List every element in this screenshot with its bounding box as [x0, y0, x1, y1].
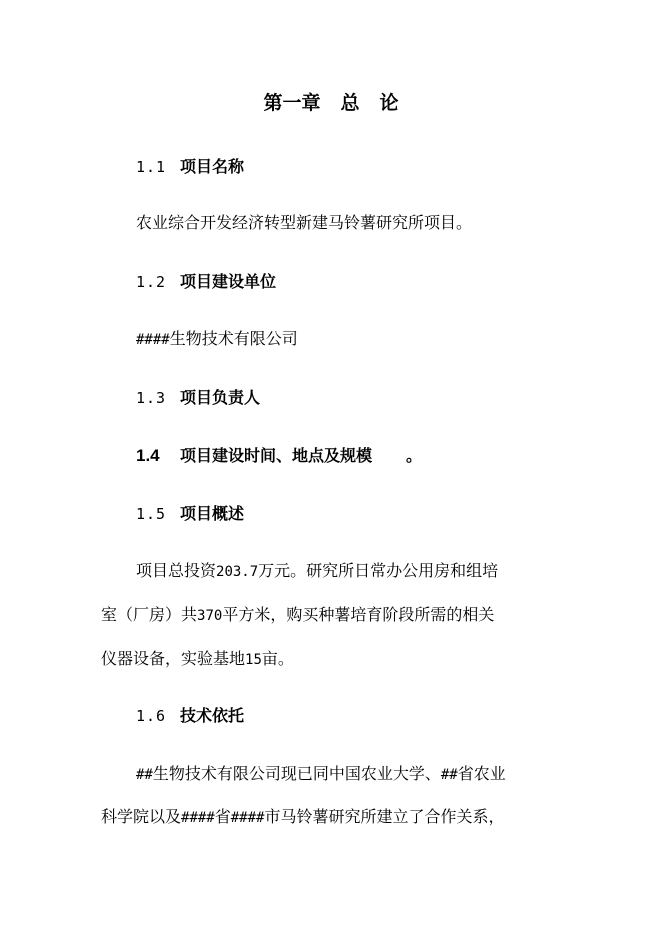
overview-text: 室（厂房）共	[101, 605, 198, 624]
overview-line-3	[101, 648, 294, 671]
tech-text: 市马铃薯研究所建立了合作关系，	[264, 807, 505, 826]
overview-base-value: 15	[245, 652, 262, 668]
section-label: 项目建设单位	[180, 272, 277, 291]
tech-line-2	[101, 806, 504, 829]
section-label: 项目概述	[180, 504, 245, 523]
section-number: 1.5	[136, 505, 167, 523]
builder-name: 生物技术有限公司	[169, 329, 298, 348]
section-heading-1-3	[136, 387, 260, 409]
section-label: 项目负责人	[180, 388, 261, 407]
tech-text: 省农业	[457, 764, 506, 783]
tech-placeholder: ####	[230, 810, 265, 826]
tech-placeholder: ##	[440, 767, 458, 783]
section-number: 1.2	[136, 273, 167, 291]
section-label: 项目名称	[180, 157, 245, 176]
tech-placeholder: ##	[136, 767, 153, 783]
section-label: 技术依托	[180, 706, 245, 725]
section-label: 项目建设时间、地点及规模	[180, 446, 373, 465]
builder-placeholder: ####	[136, 332, 170, 348]
section-number: 1.1	[136, 158, 167, 176]
overview-line-2	[101, 604, 494, 627]
overview-text: 万元。研究所日常办公用房和组培	[258, 561, 499, 580]
section-heading-1-6	[136, 705, 244, 727]
chapter-title-part-1: 第一章	[263, 92, 321, 114]
section-number: 1.3	[136, 389, 167, 407]
overview-area-value: 370	[197, 608, 223, 624]
section-number: 1.6	[136, 707, 167, 725]
tech-placeholder: ####	[181, 810, 215, 826]
chapter-title-part-2: 总	[340, 92, 360, 114]
tech-text: 省	[214, 807, 231, 826]
builder-text	[136, 328, 298, 351]
tech-line-1	[136, 763, 506, 786]
tech-text: 科学院以及	[101, 807, 182, 826]
overview-investment-value: 203.7	[216, 564, 259, 580]
chapter-title-part-3: 论	[379, 92, 399, 114]
section-heading-1-4	[136, 445, 422, 467]
section-trailing-mark: 。	[406, 446, 423, 465]
overview-line-1	[136, 560, 498, 583]
chapter-title	[0, 92, 662, 114]
overview-text: 项目总投资	[136, 561, 217, 580]
section-heading-1-1	[136, 156, 244, 178]
project-name-text: 农业综合开发经济转型新建马铃薯研究所项目。	[136, 213, 473, 232]
section-heading-1-2	[136, 271, 276, 293]
tech-text: 生物技术有限公司现已同中国农业大学、	[152, 764, 441, 783]
overview-text: 平方米，购买种薯培育阶段所需的相关	[222, 605, 495, 624]
overview-text: 仪器设备，实验基地	[101, 649, 246, 668]
section-heading-1-5	[136, 503, 244, 525]
section-number: 1.4	[136, 446, 160, 465]
overview-text: 亩。	[261, 649, 294, 668]
